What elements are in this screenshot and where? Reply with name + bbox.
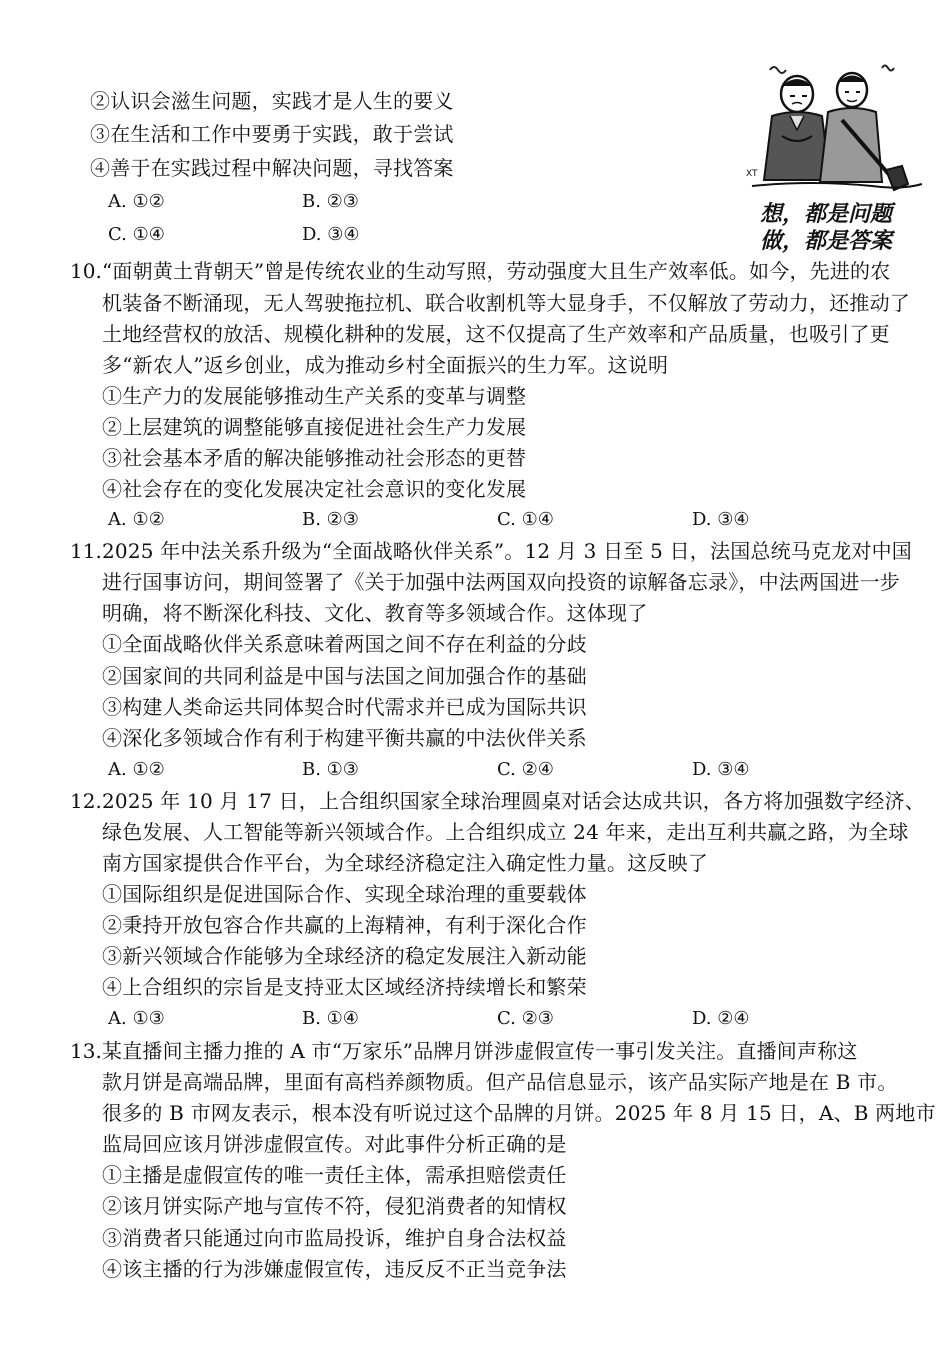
q10-option-c: C. ①④ [497,509,554,530]
q9-option-c: C. ①④ [108,224,165,245]
q11-statement-1: ①全面战略伙伴关系意味着两国之间不存在利益的分歧 [102,632,587,656]
q10-number: 10. [70,259,102,283]
q11-option-b: B. ①③ [302,759,359,780]
q9-statement-2: ②认识会滋生问题，实践才是人生的要义 [90,89,454,113]
q10-statement-2: ②上层建筑的调整能够直接促进社会生产力发展 [102,415,527,439]
q12-statement-4: ④上合组织的宗旨是支持亚太区域经济持续增长和繁荣 [102,975,587,999]
q12-number: 12. [70,789,102,813]
q13-stem-line-3: 很多的 B 市网友表示，根本没有听说过这个品牌的月饼。2025 年 8 月 15 日，A、B 两地市 [102,1101,936,1125]
q12-stem-line-1: 2025 年 10 月 17 日，上合组织国家全球治理圆桌对话会达成共识，各方将加强数字经济、 [102,789,925,813]
q13-stem-line-2: 款月饼是高端品牌，里面有高档养颜物质。但产品信息显示，该产品实际产地是在 B 市。 [102,1070,898,1094]
q10-option-d: D. ③④ [692,509,750,530]
q13-statement-1: ①主播是虚假宣传的唯一责任主体，需承担赔偿责任 [102,1163,567,1187]
q10-stem-line-1: “面朝黄土背朝天”曾是传统农业的生动写照，劳动强度大且生产效率低。如今，先进的农 [102,259,891,283]
q10-stem-line-4: 多“新农人”返乡创业，成为推动乡村全面振兴的生力军。这说明 [102,353,669,377]
q12-option-a: A. ①③ [108,1008,165,1029]
q12-option-d: D. ②④ [692,1008,750,1029]
q12-statement-1: ①国际组织是促进国际合作、实现全球治理的重要载体 [102,882,587,906]
q10-option-b: B. ②③ [302,509,359,530]
q11-number: 11. [70,539,102,563]
q13-number: 13. [70,1039,102,1063]
q12-option-b: B. ①④ [302,1008,359,1029]
q13-statement-2: ②该月饼实际产地与宣传不符，侵犯消费者的知情权 [102,1194,567,1218]
q12-stem-line-3: 南方国家提供合作平台，为全球经济稳定注入确定性力量。这反映了 [102,851,708,875]
q9-statement-4: ④善于在实践过程中解决问题，寻找答案 [90,156,454,180]
q10-statement-1: ①生产力的发展能够推动生产关系的变革与调整 [102,384,527,408]
q9-option-b: B. ②③ [302,191,359,212]
q10-statement-3: ③社会基本矛盾的解决能够推动社会形态的更替 [102,446,527,470]
q11-option-a: A. ①② [108,759,165,780]
q13-stem-line-1: 某直播间主播力推的 A 市“万家乐”品牌月饼涉虚假宣传一事引发关注。直播间声称这 [102,1039,858,1063]
q10-stem-line-2: 机装备不断涌现，无人驾驶拖拉机、联合收割机等大显身手，不仅解放了劳动力，还推动了 [102,291,910,315]
q9-option-d: D. ③④ [302,224,360,245]
q11-option-d: D. ③④ [692,759,750,780]
q12-option-c: C. ②③ [497,1008,554,1029]
q9-option-a: A. ①② [108,191,165,212]
q10-stem-line-3: 土地经营权的放活、规模化耕种的发展，这不仅提高了生产效率和产品质量，也吸引了更 [102,322,890,346]
q13-statement-3: ③消费者只能通过向市监局投诉，维护自身合法权益 [102,1226,567,1250]
q10-option-a: A. ①② [108,509,165,530]
cartoon-caption-line-1: 想，都是问题 [760,201,893,227]
cartoon-mark: XT [746,169,758,179]
q12-statement-3: ③新兴领域合作能够为全球经济的稳定发展注入新动能 [102,944,587,968]
q9-statement-3: ③在生活和工作中要勇于实践，敢于尝试 [90,122,454,146]
q12-stem-line-2: 绿色发展、人工智能等新兴领域合作。上合组织成立 24 年来，走出互利共赢之路，为全球 [102,820,909,844]
cartoon-illustration [742,56,932,192]
q10-statement-4: ④社会存在的变化发展决定社会意识的变化发展 [102,477,527,501]
q11-statement-3: ③构建人类命运共同体契合时代需求并已成为国际共识 [102,695,587,719]
q11-statement-4: ④深化多领域合作有利于构建平衡共赢的中法伙伴关系 [102,726,587,750]
q11-stem-line-2: 进行国事访问，期间签署了《关于加强中法两国双向投资的谅解备忘录》，中法两国进一步 [102,570,900,594]
q12-statement-2: ②秉持开放包容合作共赢的上海精神，有利于深化合作 [102,913,587,937]
q11-stem-line-1: 2025 年中法关系升级为“全面战略伙伴关系”。12 月 3 日至 5 日，法国总统马克龙对中国 [102,539,912,563]
cartoon-caption-line-2: 做，都是答案 [760,228,893,254]
q11-option-c: C. ②④ [497,759,554,780]
q11-stem-line-3: 明确，将不断深化科技、文化、教育等多领域合作。这体现了 [102,601,648,625]
q11-statement-2: ②国家间的共同利益是中国与法国之间加强合作的基础 [102,664,587,688]
q13-statement-4: ④该主播的行为涉嫌虚假宣传，违反反不正当竞争法 [102,1257,567,1281]
q13-stem-line-4: 监局回应该月饼涉虚假宣传。对此事件分析正确的是 [102,1132,567,1156]
